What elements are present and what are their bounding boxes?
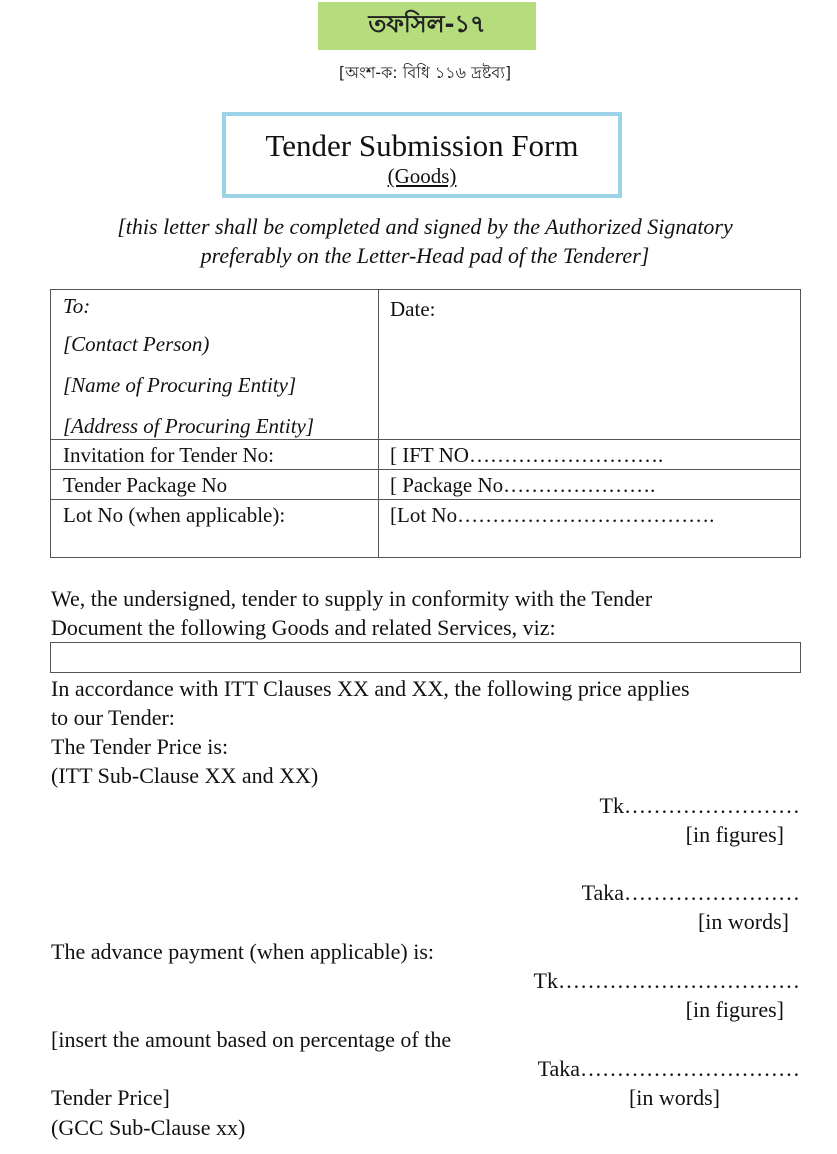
gcc-clause: (GCC Sub-Clause xx) [51,1115,246,1140]
ift-label: Invitation for Tender No: [63,443,275,467]
instruction-line-1: [this letter shall be completed and signed by the Authorized Signatory [117,214,733,239]
tender-price-note: Tender Price] [51,1085,170,1110]
advance-in-words-caption: [in words] [628,1085,720,1110]
page-subtitle: (Goods) [387,164,457,188]
title-box [222,112,622,198]
table-row-divider [51,499,800,500]
rule-reference: [অংশ-ক: বিধি ১১৬ দ্রষ্টব্য] [338,63,512,82]
to-label: To: [63,294,91,318]
insert-amount-note: [insert the amount based on percentage of the [51,1027,452,1052]
date-label: Date: [390,297,436,321]
para1-line2: Document the following Goods and related Services, viz: [51,615,556,640]
tk-figures-line: Tk…………………… [599,793,800,818]
taka-words-line: Taka…………………… [581,880,800,905]
package-label: Tender Package No [63,473,228,497]
entity-name: [Name of Procuring Entity] [63,373,297,397]
schedule-label: তফসিল-১৭ [368,10,486,38]
address-table [50,289,801,558]
instruction-note [40,212,810,270]
para1-line1: We, the undersigned, tender to supply in conformity with the Tender [51,586,653,611]
package-value: [ Package No…………………. [390,473,656,497]
tender-price-label: The Tender Price is: [51,734,229,759]
entity-address: [Address of Procuring Entity] [63,414,315,438]
goods-description-field[interactable] [50,642,801,673]
advance-taka-line: Taka………………………… [537,1056,800,1081]
schedule-badge [318,2,536,50]
in-words-caption: [in words] [697,909,789,934]
contact-person: [Contact Person) [63,332,210,356]
para2-line2: to our Tender: [51,705,175,730]
in-figures-caption: [in figures] [685,822,784,847]
page-title: Tender Submission Form [265,128,579,163]
advance-in-figures-caption: [in figures] [685,997,784,1022]
table-row-divider [51,469,800,470]
lot-label: Lot No (when applicable): [63,503,286,527]
table-column-divider [378,290,379,557]
ift-value: [ IFT NO………………………. [390,443,664,467]
itt-clause: (ITT Sub-Clause XX and XX) [51,763,319,788]
advance-tk-line: Tk…………………………… [533,968,800,993]
instruction-line-2: preferably on the Letter-Head pad of the Tenderer] [200,243,650,268]
para2-line1: In accordance with ITT Clauses XX and XX, the following price applies [51,676,690,701]
table-row-divider [51,439,800,440]
lot-value: [Lot No………………………………. [390,503,715,527]
advance-payment-label: The advance payment (when applicable) is: [51,939,435,964]
